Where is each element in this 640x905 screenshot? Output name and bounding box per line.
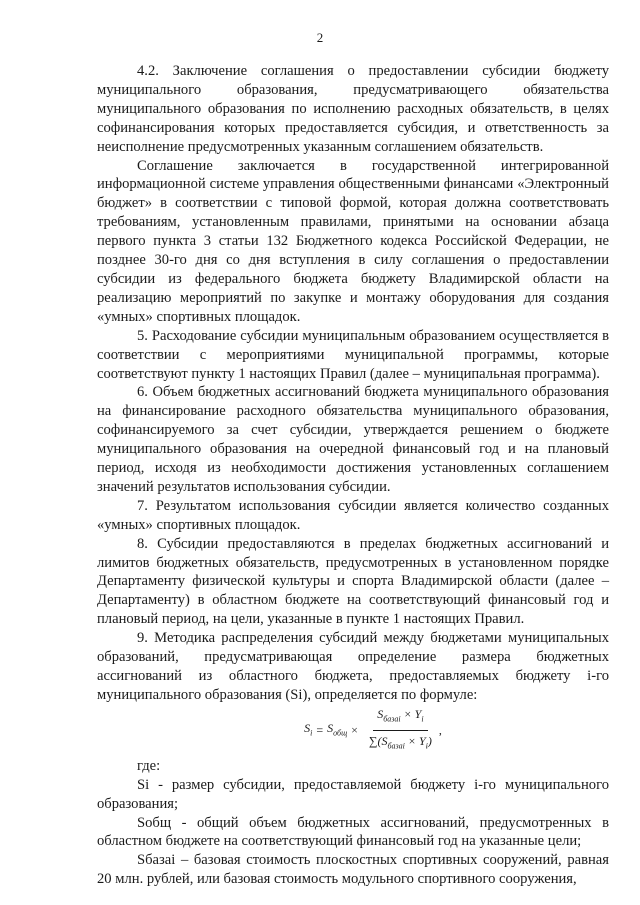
paragraph-8: 8. Субсидии предоставляются в пределах бюджетных ассигнований и лимитов бюджетных обязательств, предусмотренных в установленном порядке Департаменту физической культуры и спорта Владимирской области (далее – Департаменту) в областном бюджете на соответствующий финансовый год и плановый период, на цели, указанные в пункте 1 настоящих Правил. xyxy=(97,535,609,628)
formula-lhs: $S_i$ xyxy=(304,720,313,738)
subsidy-formula xyxy=(97,705,609,757)
paragraph-6: 6. Объем бюджетных ассигнований бюджета муниципального образования на финансирование расходного обязательства муниципального образования, софинансируемого за счет субсидии, утверждается решением о бюджете муниципального образования на очередной финансовый год и на плановый период, исходя из необходимости достижения установленных соглашением значений результатов использования субсидии. xyxy=(97,384,609,495)
formula-numerator: $S_{базаi} \times Y_i$ xyxy=(373,705,427,731)
definition-s-total: Sобщ - общий объем бюджетных ассигнований, предусмотренных в областном бюджете на соответствующий финансовый год на указанные цели; xyxy=(97,814,609,850)
definition-si: Si - размер субсидии, предоставляемой бюджету i-го муниципального образования; xyxy=(97,776,609,812)
formula-denominator: $\sum(S_{базаi} \times Y_i)$ xyxy=(368,734,432,751)
paragraph-4-2: 4.2. Заключение соглашения о предоставлении субсидии бюджету муниципального образования, предусматривающего обязательства муниципального образования по исполнению расходных обязательств, в целях софинансирования которых предоставляется субсидия, и ответственность за неисполнение предусмотренных указанным соглашением обязательств. xyxy=(97,63,609,155)
formula-times: × xyxy=(351,723,358,738)
page-number: 2 xyxy=(316,30,324,45)
paragraph-5: 5. Расходование субсидии муниципальным образованием осуществляется в соответствии с мероприятиями муниципальной программы, которые соответствуют пункту 1 настоящих Правил (далее – муниципальная программа). xyxy=(97,327,609,382)
where-label: где: xyxy=(137,757,161,774)
formula-eq: = xyxy=(316,723,324,738)
formula-tail: , xyxy=(438,723,442,738)
definition-s-base: Sбазаi – базовая стоимость плоскостных спортивных сооружений, равная 20 млн. рублей, или базовая стоимость модульного спортивного сооружения, xyxy=(97,852,609,888)
formula-total: $S_{общ}$ xyxy=(327,720,348,738)
paragraph-agreement: Соглашение заключается в государственной интегрированной информационной системе управления общественными финансами «Электронный бюджет» в соответствии с типовой формой, которая должна соответствовать требованиям, установленным правилами, принятыми на основании абзаца первого пункта 3 статьи 132 Бюджетного кодекса Российской Федерации, не позднее 30-го дня со дня вступления в силу соглашения о предоставлении субсидии из федерального бюджета бюджету Владимирской области на реализацию мероприятий по закупке и монтажу оборудования для создания «умных» спортивных площадок. xyxy=(97,157,609,325)
paragraph-9: 9. Методика распределения субсидий между бюджетами муниципальных образований, предусматривающая определение размера бюджетных ассигнований из областного бюджета, предоставляемых бюджету i-го муниципального образования (Si), определяется по формуле: xyxy=(97,630,609,703)
formula-fraction xyxy=(365,705,436,757)
document-body xyxy=(97,62,609,889)
paragraph-7: 7. Результатом использования субсидии является количество созданных «умных» спортивных площадок. xyxy=(97,497,609,533)
